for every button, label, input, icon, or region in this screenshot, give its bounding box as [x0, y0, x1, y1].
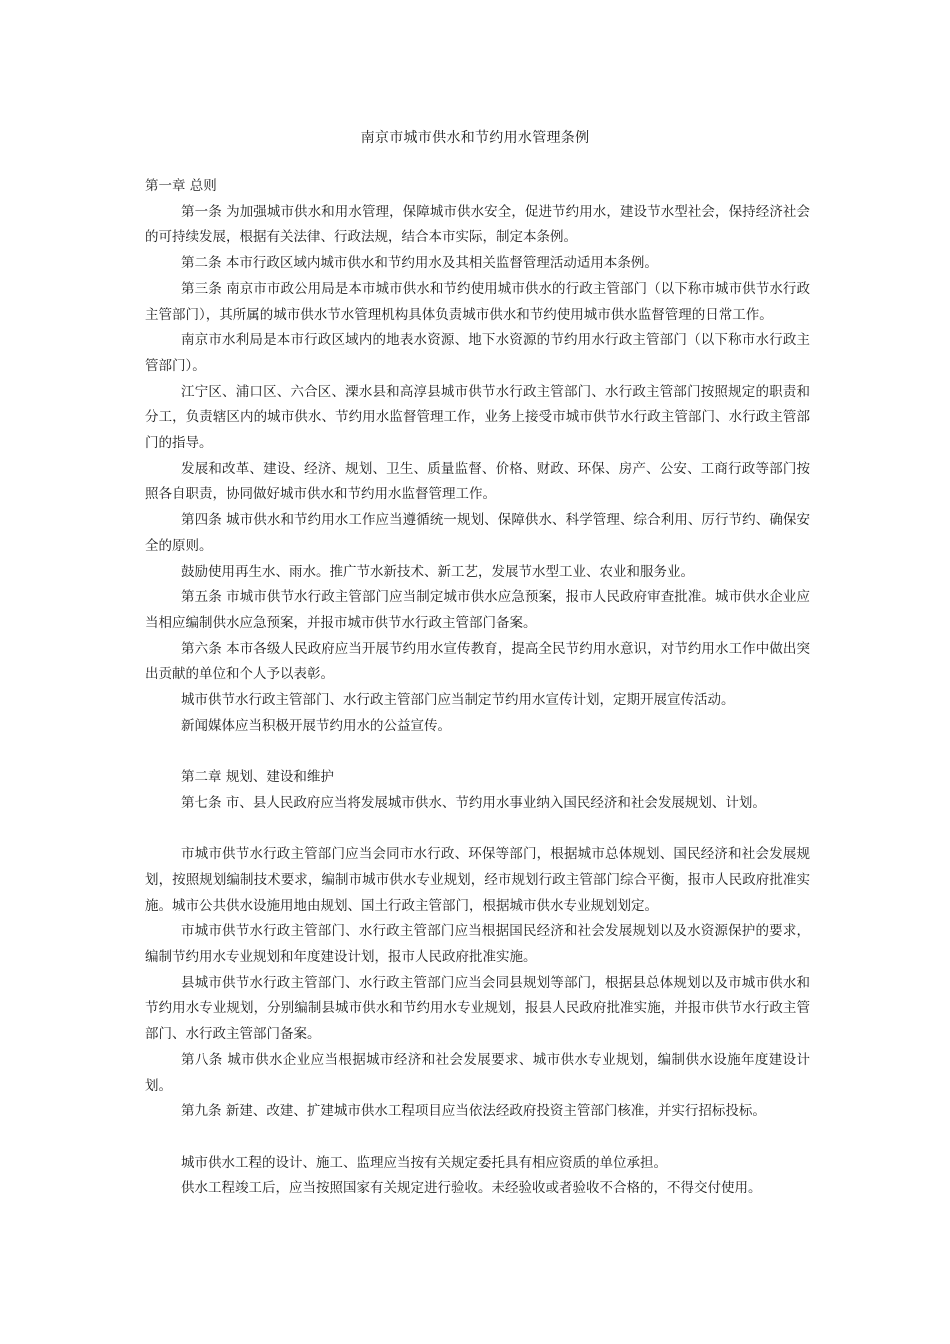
paragraph: 第二条 本市行政区域内城市供水和节约用水及其相关监督管理活动适用本条例。: [181, 255, 658, 272]
blank-line: [145, 817, 810, 843]
chapter-2-heading: 第二章 规划、建设和维护: [181, 769, 334, 786]
paragraph: 供水工程竣工后，应当按照国家有关规定进行验收。未经验收或者验收不合格的，不得交付使用。: [181, 1180, 762, 1197]
paragraph: 鼓励使用再生水、雨水。推广节水新技术、新工艺，发展节水型工业、农业和服务业。: [181, 563, 695, 580]
paragraph: 第五条 市城市供节水行政主管部门应当制定城市供水应急预案，报市人民政府审查批准。城市供水企业应当相应编制供水应急预案，并报市城市供节水行政主管部门备案。: [145, 589, 810, 631]
chapter-1-heading: 第一章 总则: [145, 178, 217, 194]
paragraph: 第六条 本市各级人民政府应当开展节约用水宣传教育，提高全民节约用水意识，对节约用水工作中做出突出贡献的单位和个人予以表彰。: [145, 640, 810, 683]
paragraph: 新闻媒体应当积极开展节约用水的公益宣传。: [181, 717, 452, 734]
document-body: [145, 174, 810, 1202]
paragraph: 县城市供节水行政主管部门、水行政主管部门应当会同县规划等部门，根据县总体规划以及市城市供水和节约用水专业规划，分别编制县城市供水和节约用水专业规划，报县人民政府批准实施，并报市供节水行政主管部门、水行政主管部门备案。: [145, 974, 810, 1043]
paragraph: 第三条 南京市市政公用局是本市城市供水和节约使用城市供水的行政主管部门（以下称市城市供节水行政主管部门），其所属的城市供水节水管理机构具体负责城市供水和节约使用城市供水监督管理的日常工作。: [145, 280, 810, 323]
paragraph: 第一条 为加强城市供水和用水管理，保障城市供水安全，促进节约用水，建设节水型社会，保持经济社会的可持续发展，根据有关法律、行政法规，结合本市实际，制定本条例。: [145, 203, 810, 246]
paragraph: 发展和改革、建设、经济、规划、卫生、质量监督、价格、财政、环保、房产、公安、工商行政等部门按照各自职责，协同做好城市供水和节约用水监督管理工作。: [145, 460, 810, 503]
paragraph: 第四条 城市供水和节约用水工作应当遵循统一规划、保障供水、科学管理、综合利用、厉行节约、确保安全的原则。: [145, 512, 810, 554]
paragraph: 市城市供节水行政主管部门应当会同市水行政、环保等部门，根据城市总体规划、国民经济和社会发展规划，按照规划编制技术要求，编制市城市供水专业规划，经市规划行政主管部门综合平衡，报市人民政府批准实施。城市公共供水设施用地由规划、国土行政主管部门，根据城市供水专业规划划定。: [145, 846, 810, 914]
paragraph: 第八条 城市供水企业应当根据城市经济和社会发展要求、城市供水专业规划，编制供水设施年度建设计划。: [145, 1051, 810, 1094]
paragraph: 城市供水工程的设计、施工、监理应当按有关规定委托具有相应资质的单位承担。: [181, 1154, 668, 1171]
paragraph: 城市供节水行政主管部门、水行政主管部门应当制定节约用水宣传计划，定期开展宣传活动。: [181, 692, 735, 709]
document-title: 南京市城市供水和节约用水管理条例: [360, 130, 590, 146]
blank-line: [145, 739, 810, 765]
paragraph: 江宁区、浦口区、六合区、溧水县和高淳县城市供节水行政主管部门、水行政主管部门按照规定的职责和分工，负责辖区内的城市供水、节约用水监督管理工作，业务上接受市城市供节水行政主管部门、水行政主管部门的指导。: [145, 383, 810, 452]
paragraph: 第七条 市、县人民政府应当将发展城市供水、节约用水事业纳入国民经济和社会发展规划、计划。: [181, 794, 766, 811]
paragraph: 南京市水利局是本市行政区域内的地表水资源、地下水资源的节约用水行政主管部门（以下称市水行政主管部门）。: [145, 332, 810, 374]
paragraph: 第九条 新建、改建、扩建城市供水工程项目应当依法经政府投资主管部门核准，并实行招标投标。: [181, 1103, 766, 1120]
blank-line: [145, 1125, 810, 1151]
paragraph: 市城市供节水行政主管部门、水行政主管部门应当根据国民经济和社会发展规划以及水资源保护的要求，编制节约用水专业规划和年度建设计划，报市人民政府批准实施。: [145, 923, 810, 966]
